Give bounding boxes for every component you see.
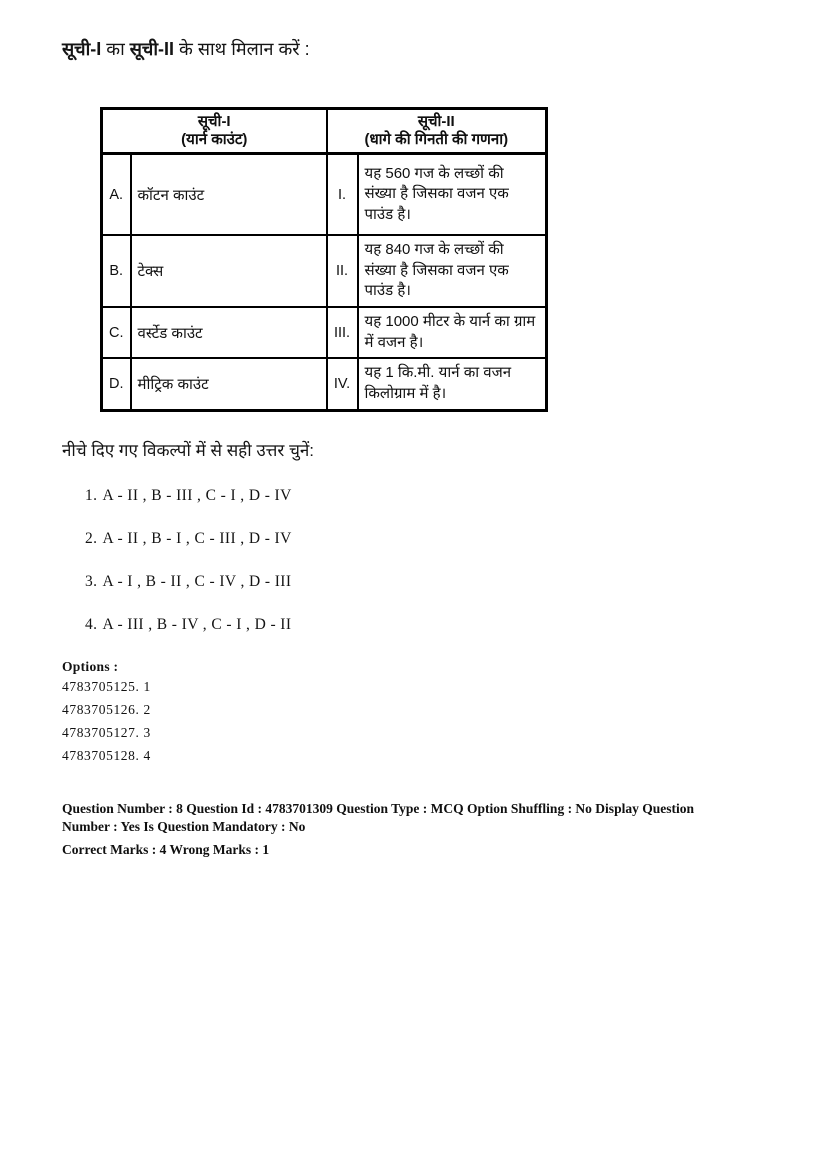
answer-instruction: नीचे दिए गए विकल्पों में से सही उत्तर चुनें: [62, 440, 315, 460]
list2-header-cell [327, 109, 547, 154]
list2-desc: यह 840 गज के लच्छों की संख्या है जिसका वजन एक पाउंड है। [358, 235, 547, 307]
choice-text: A - II , B - I , C - III , D - IV [102, 529, 292, 547]
choice-option-1 [85, 487, 770, 505]
row-numeral: IV. [327, 358, 358, 410]
choice-text: A - III , B - IV , C - I , D - II [102, 615, 292, 633]
option-id-line: 4783705127. 3 [62, 724, 151, 740]
table-row [102, 358, 547, 410]
table-row [102, 235, 547, 307]
row-letter: A. [102, 154, 131, 235]
table-header-row [102, 109, 547, 154]
list1-item: मीट्रिक काउंट [131, 358, 327, 410]
choice-number: 2. [85, 529, 98, 547]
row-numeral: I. [327, 154, 358, 235]
table-row [102, 307, 547, 358]
choice-option-3 [85, 573, 770, 591]
list1-item: वर्स्टेड काउंट [131, 307, 327, 358]
row-numeral: II. [327, 235, 358, 307]
row-letter: B. [102, 235, 131, 307]
choice-text: A - II , B - III , C - I , D - IV [102, 486, 292, 504]
list2-title: सूची-II [417, 113, 455, 131]
choice-number: 4. [85, 615, 98, 633]
row-numeral: III. [327, 307, 358, 358]
row-letter: C. [102, 307, 131, 358]
list2-subtitle: (धागे की गिनती की गणना) [364, 131, 509, 149]
list1-title: सूची-I [197, 113, 231, 131]
choice-number: 1. [85, 486, 98, 504]
option-id-line: 4783705128. 4 [62, 747, 151, 763]
options-label: Options : [62, 658, 119, 674]
question-meta-line-2: Number : Yes Is Question Mandatory : No [62, 818, 306, 834]
marks-line: Correct Marks : 4 Wrong Marks : 1 [62, 841, 270, 857]
question-heading [62, 38, 770, 61]
list2-desc: यह 560 गज के लच्छों की संख्या है जिसका वजन एक पाउंड है। [358, 154, 547, 235]
list2-desc: यह 1 कि.मी. यार्न का वजन किलोग्राम में है। [358, 358, 547, 410]
choice-text: A - I , B - II , C - IV , D - III [102, 572, 292, 590]
option-id-line: 4783705125. 1 [62, 678, 151, 694]
heading-connector: का [101, 39, 130, 59]
choice-option-4 [85, 616, 770, 634]
list1-item: कॉटन काउंट [131, 154, 327, 235]
heading-tail: के साथ मिलान करें : [174, 39, 310, 59]
table-row [102, 154, 547, 235]
list1-subtitle: (यार्न काउंट) [181, 131, 248, 149]
list2-reference: सूची-II [129, 39, 175, 59]
options-block [62, 659, 770, 767]
choice-option-2 [85, 530, 770, 548]
question-metadata [62, 800, 802, 859]
question-meta-line-1: Question Number : 8 Question Id : 4783701309 Question Type : MCQ Option Shuffling : No Display Question [62, 800, 694, 816]
list1-reference: सूची-I [62, 39, 102, 59]
option-id-line: 4783705126. 2 [62, 701, 151, 717]
match-table [100, 107, 548, 411]
choice-number: 3. [85, 572, 98, 590]
list1-item: टेक्स [131, 235, 327, 307]
list1-header-cell [102, 109, 327, 154]
row-letter: D. [102, 358, 131, 410]
choices-list [85, 487, 770, 634]
list2-desc: यह 1000 मीटर के यार्न का ग्राम में वजन है। [358, 307, 547, 358]
